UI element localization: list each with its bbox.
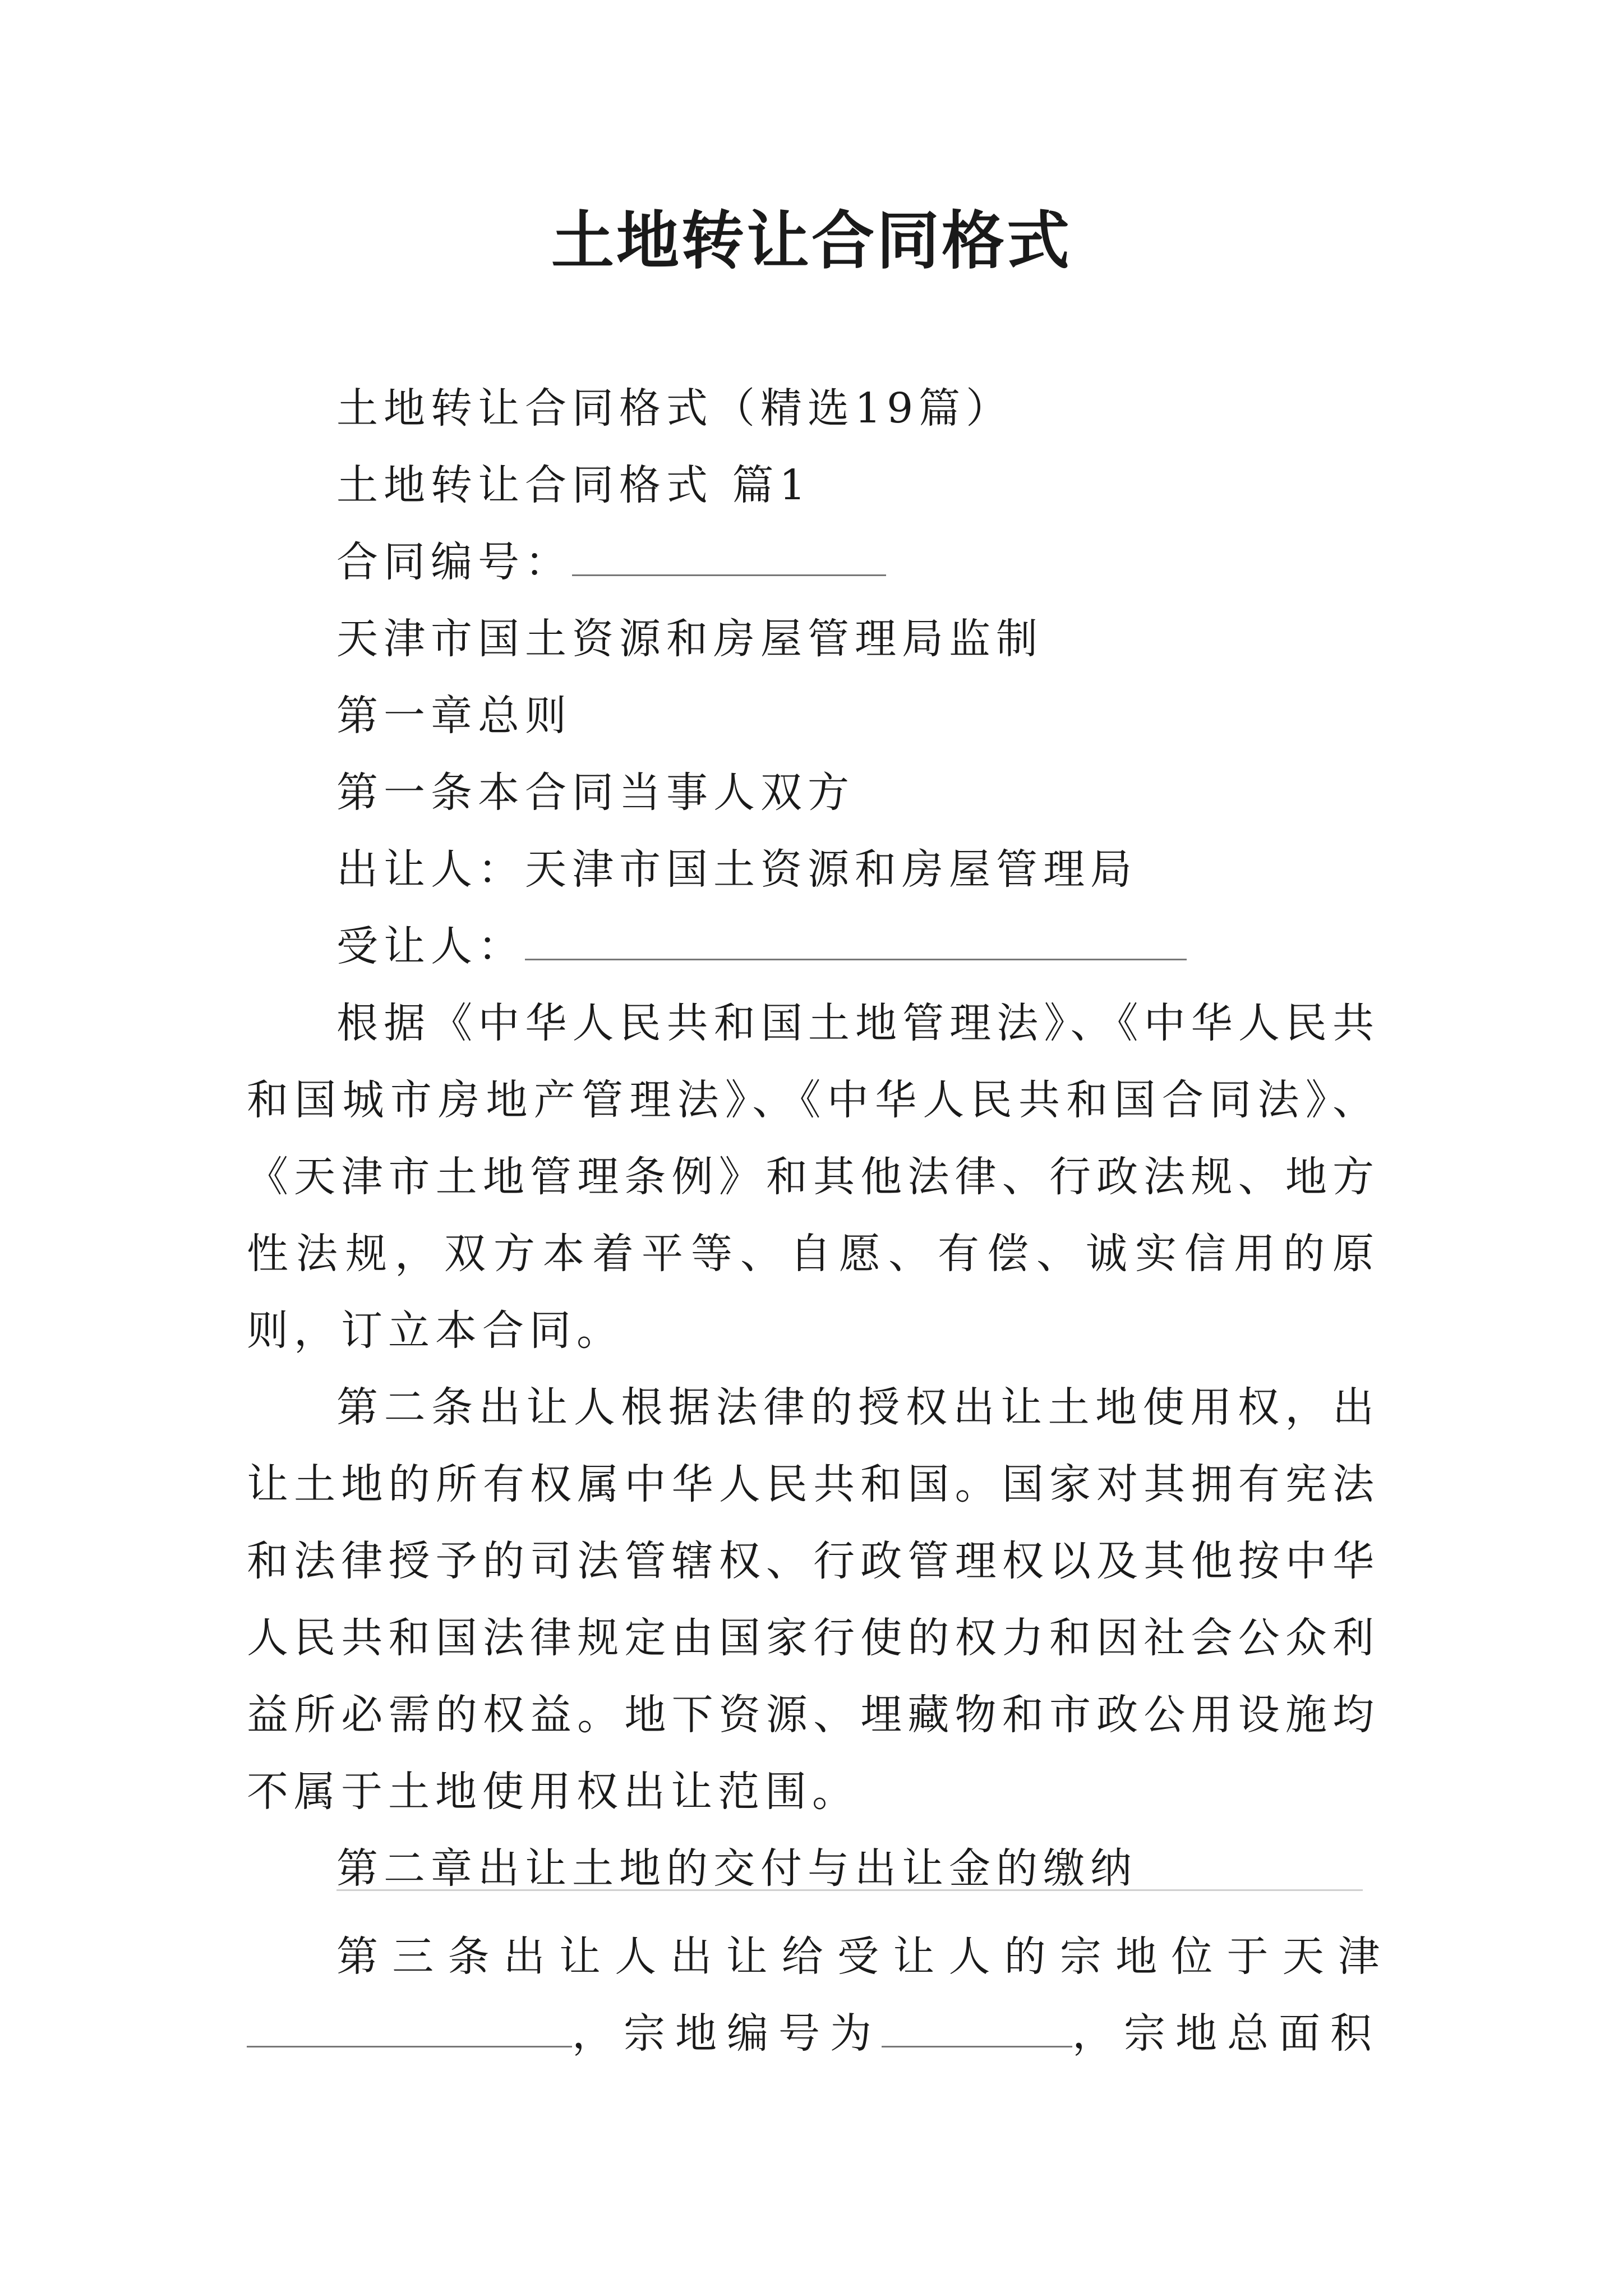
article-3-line-1: 第三条出让人出让给受让人的宗地位于天津 [336, 1932, 1380, 1981]
document-title: 土地转让合同格式 [551, 204, 1072, 278]
supervisor-line: 天津市国土资源和房屋管理局监制 [336, 615, 1043, 663]
parcel-number-label: ，宗地编号为 [572, 2009, 882, 2058]
contract-number-label: 合同编号： [336, 538, 572, 586]
transferee-blank [525, 925, 1187, 960]
article-3-line-2 [247, 1995, 1380, 2072]
article-3 [247, 1918, 1380, 2072]
transferee-line [247, 908, 1380, 985]
paragraph-article-2: 第二条出让人根据法律的授权出让土地使用权，出让土地的所有权属中华人民共和国。国家对其拥有宪法和法律授予的司法管辖权、行政管理权以及其他按中华人民共和国法律规定由国家行使的权力和因社会公众利益所必需的权益。地下资源、埋藏物和市政公用设施均不属于土地使用权出让范围。 [247, 1383, 1380, 1816]
page-separator [336, 1889, 1363, 1891]
paragraph-legal-basis: 根据《中华人民共和国土地管理法》、《中华人民共和国城市房地产管理法》、《中华人民共和国合同法》、《天津市土地管理条例》和其他法律、行政法规、地方性法规，双方本着平等、自愿、有偿、诚实信用的原则，订立本合同。 [247, 999, 1380, 1355]
parcel-area-label: ，宗地总面积 [1072, 2009, 1382, 2058]
chapter-2-heading: 第二章出让土地的交付与出让金的缴纳 [336, 1844, 1137, 1893]
contract-number-line [247, 524, 1380, 601]
contract-number-blank [572, 541, 886, 576]
transferor-line: 出让人：天津市国土资源和房屋管理局 [336, 845, 1137, 894]
article-1: 第一条本合同当事人双方 [336, 769, 855, 817]
document-body [247, 370, 1380, 1907]
location-blank [247, 2012, 572, 2047]
transferee-label: 受让人： [336, 922, 525, 970]
subtitle: 土地转让合同格式（精选19篇） [336, 384, 1013, 432]
section-heading: 土地转让合同格式 篇1 [336, 461, 811, 509]
chapter-1-heading: 第一章总则 [336, 692, 572, 740]
parcel-number-blank [882, 2012, 1072, 2047]
